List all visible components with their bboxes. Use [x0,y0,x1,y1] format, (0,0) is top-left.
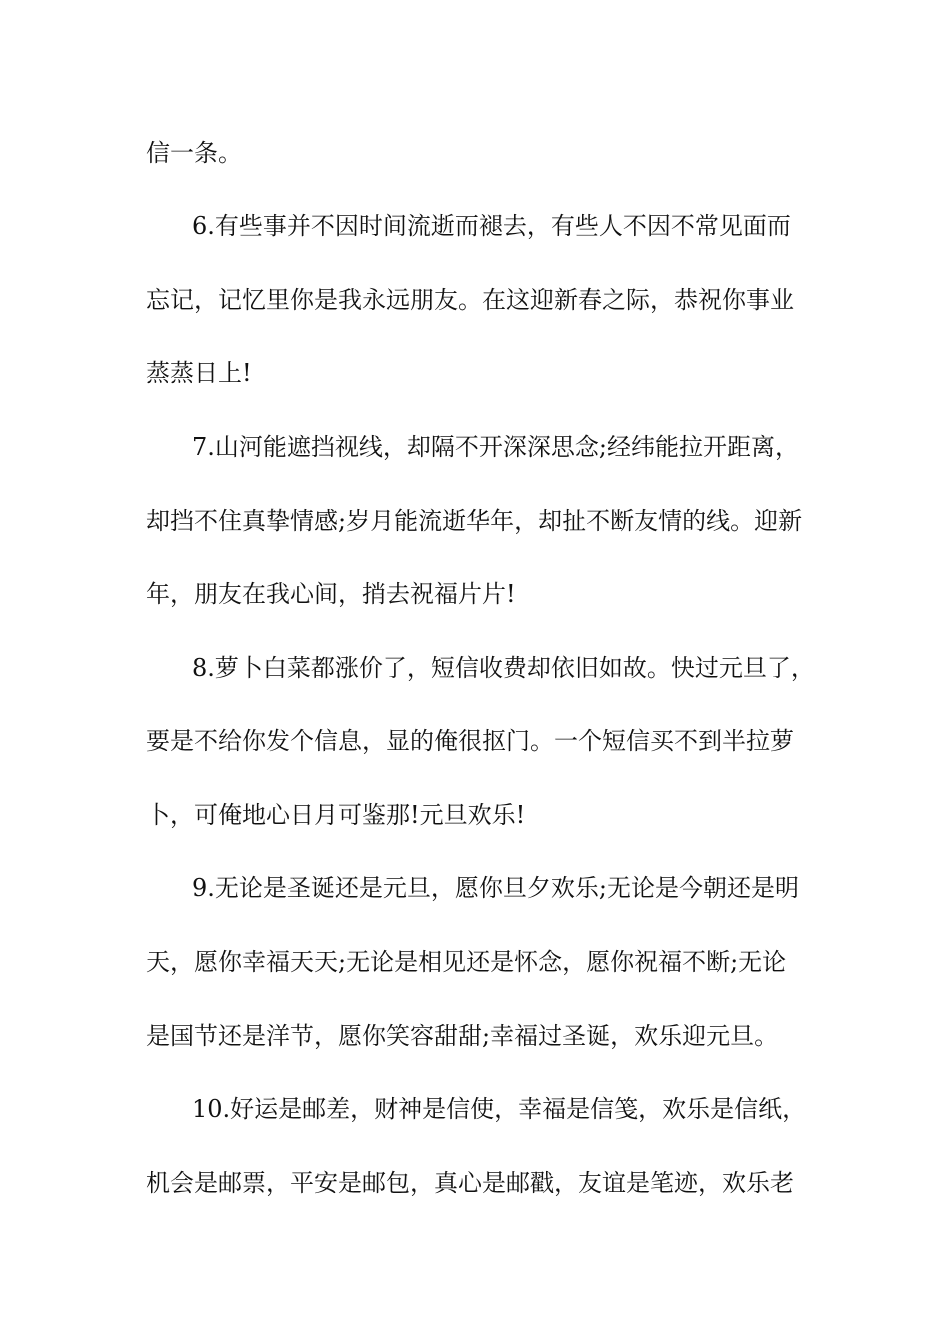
paragraph-7-line-2: 却挡不住真挚情感;岁月能流逝华年，却扯不断友情的线。迎新 [146,507,803,535]
paragraph-7-line-1: 7.山河能遮挡视线，却隔不开深深思念;经纬能拉开距离， [192,433,799,461]
paragraph-8-line-3: 卜，可俺地心日月可鉴那!元旦欢乐! [146,801,526,829]
text-line: 信一条。 [146,139,242,167]
paragraph-6-line-1: 6.有些事并不因时间流逝而褪去，有些人不因不常见面而 [192,212,791,240]
paragraph-9-line-2: 天，愿你幸福天天;无论是相见还是怀念，愿你祝福不断;无论 [146,948,787,976]
paragraph-6-line-2: 忘记，记忆里你是我永远朋友。在这迎新春之际，恭祝你事业 [146,286,794,314]
paragraph-7-line-3: 年，朋友在我心间，捎去祝福片片! [146,580,516,608]
paragraph-10-line-1: 10.好运是邮差，财神是信使，幸福是信笺，欢乐是信纸， [192,1095,807,1123]
paragraph-8-line-1: 8.萝卜白菜都涨价了，短信收费却依旧如故。快过元旦了， [192,654,815,682]
paragraph-8-line-2: 要是不给你发个信息，显的俺很抠门。一个短信买不到半拉萝 [146,727,794,755]
paragraph-9-line-3: 是国节还是洋节，愿你笑容甜甜;幸福过圣诞，欢乐迎元旦。 [146,1022,779,1050]
paragraph-9-line-1: 9.无论是圣诞还是元旦，愿你旦夕欢乐;无论是今朝还是明 [192,874,799,902]
paragraph-10-line-2: 机会是邮票，平安是邮包，真心是邮戳，友谊是笔迹，欢乐老 [146,1169,794,1197]
paragraph-6-line-3: 蒸蒸日上! [146,359,252,387]
